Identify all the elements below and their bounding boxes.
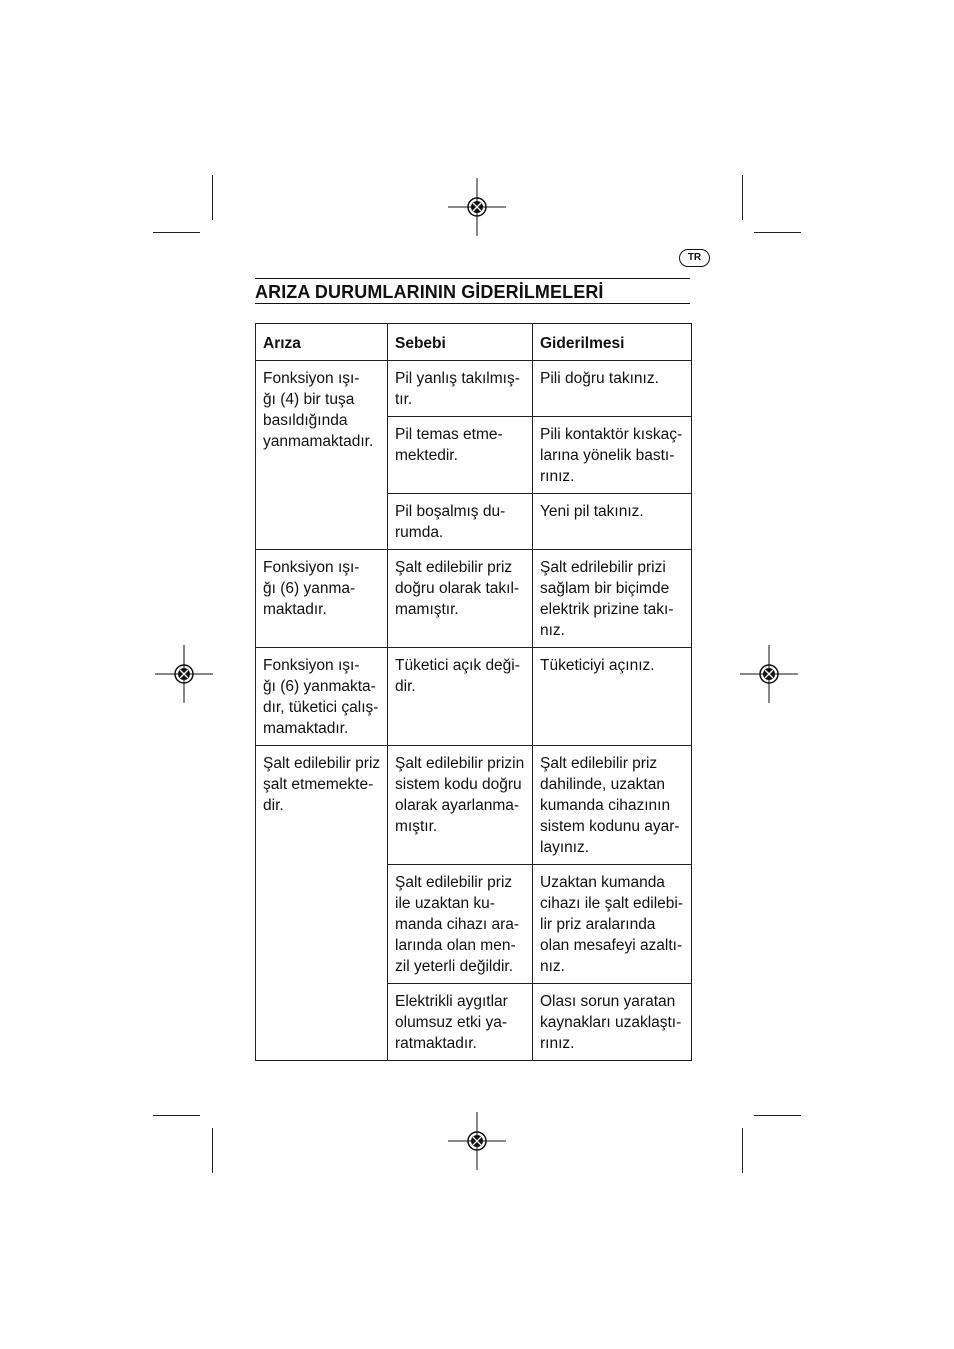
remedy-cell: Yeni pil takınız. [533,494,692,550]
column-header-remedy: Giderilmesi [533,324,692,361]
cause-cell: Şalt edilebilir priz ile uzaktan ku- manda cihazı ara- larında olan men- zil yeterli değildir. [388,865,533,984]
column-header-cause: Sebebi [388,324,533,361]
title-rule-bottom [255,303,690,304]
fault-cell: Fonksiyon ışı- ğı (4) bir tuşa basıldığında yanmamaktadır. [256,361,388,550]
remedy-cell: Pili doğru takınız. [533,361,692,417]
fault-cell: Fonksiyon ışı- ğı (6) yanmakta- dır, tüketici çalış- mamaktadır. [256,648,388,746]
registration-mark-icon [448,178,506,236]
remedy-cell: Uzaktan kumanda cihazı ile şalt edilebi- lir priz aralarında olan mesafeyi azaltı- nız. [533,865,692,984]
remedy-cell: Şalt edilebilir priz dahilinde, uzaktan kumanda cihazının sistem kodunu ayar- layınız. [533,746,692,865]
cause-cell: Şalt edilebilir prizin sistem kodu doğru olarak ayarlanma- mıştır. [388,746,533,865]
fault-cell: Şalt edilebilir priz şalt etmemekte- dir. [256,746,388,1061]
language-badge: TR [679,249,710,267]
registration-mark-icon [740,645,798,703]
remedy-cell: Tüketiciyi açınız. [533,648,692,746]
crop-mark [212,175,213,220]
cause-cell: Pil temas etme- mektedir. [388,417,533,494]
crop-mark [742,175,743,220]
crop-mark [153,232,200,233]
table-row [256,648,692,746]
cause-cell: Pil yanlış takılmış- tır. [388,361,533,417]
remedy-cell: Pili kontaktör kıskaç- larına yönelik bastı- rınız. [533,417,692,494]
crop-mark [212,1128,213,1173]
cause-cell: Şalt edilebilir priz doğru olarak takıl- mamıştır. [388,550,533,648]
column-header-fault: Arıza [256,324,388,361]
title-rule-top [255,278,690,279]
registration-mark-icon [155,645,213,703]
remedy-cell: Olası sorun yaratan kaynakları uzaklaştı- rınız. [533,984,692,1061]
table-row [256,746,692,865]
crop-mark [742,1128,743,1173]
crop-mark [754,1115,801,1116]
cause-cell: Elektrikli aygıtlar olumsuz etki ya- ratmaktadır. [388,984,533,1061]
page-title: ARIZA DURUMLARININ GİDERİLMELERİ [255,282,604,302]
table-header-row [256,324,692,361]
remedy-cell: Şalt edrilebilir prizi sağlam bir biçimde elektrik prizine takı- nız. [533,550,692,648]
crop-mark [754,232,801,233]
crop-mark [153,1115,200,1116]
fault-cell: Fonksiyon ışı- ğı (6) yanma- maktadır. [256,550,388,648]
table-row [256,361,692,417]
troubleshooting-table [255,323,692,1061]
cause-cell: Tüketici açık deği- dir. [388,648,533,746]
cause-cell: Pil boşalmış du- rumda. [388,494,533,550]
registration-mark-icon [448,1112,506,1170]
table-row [256,550,692,648]
